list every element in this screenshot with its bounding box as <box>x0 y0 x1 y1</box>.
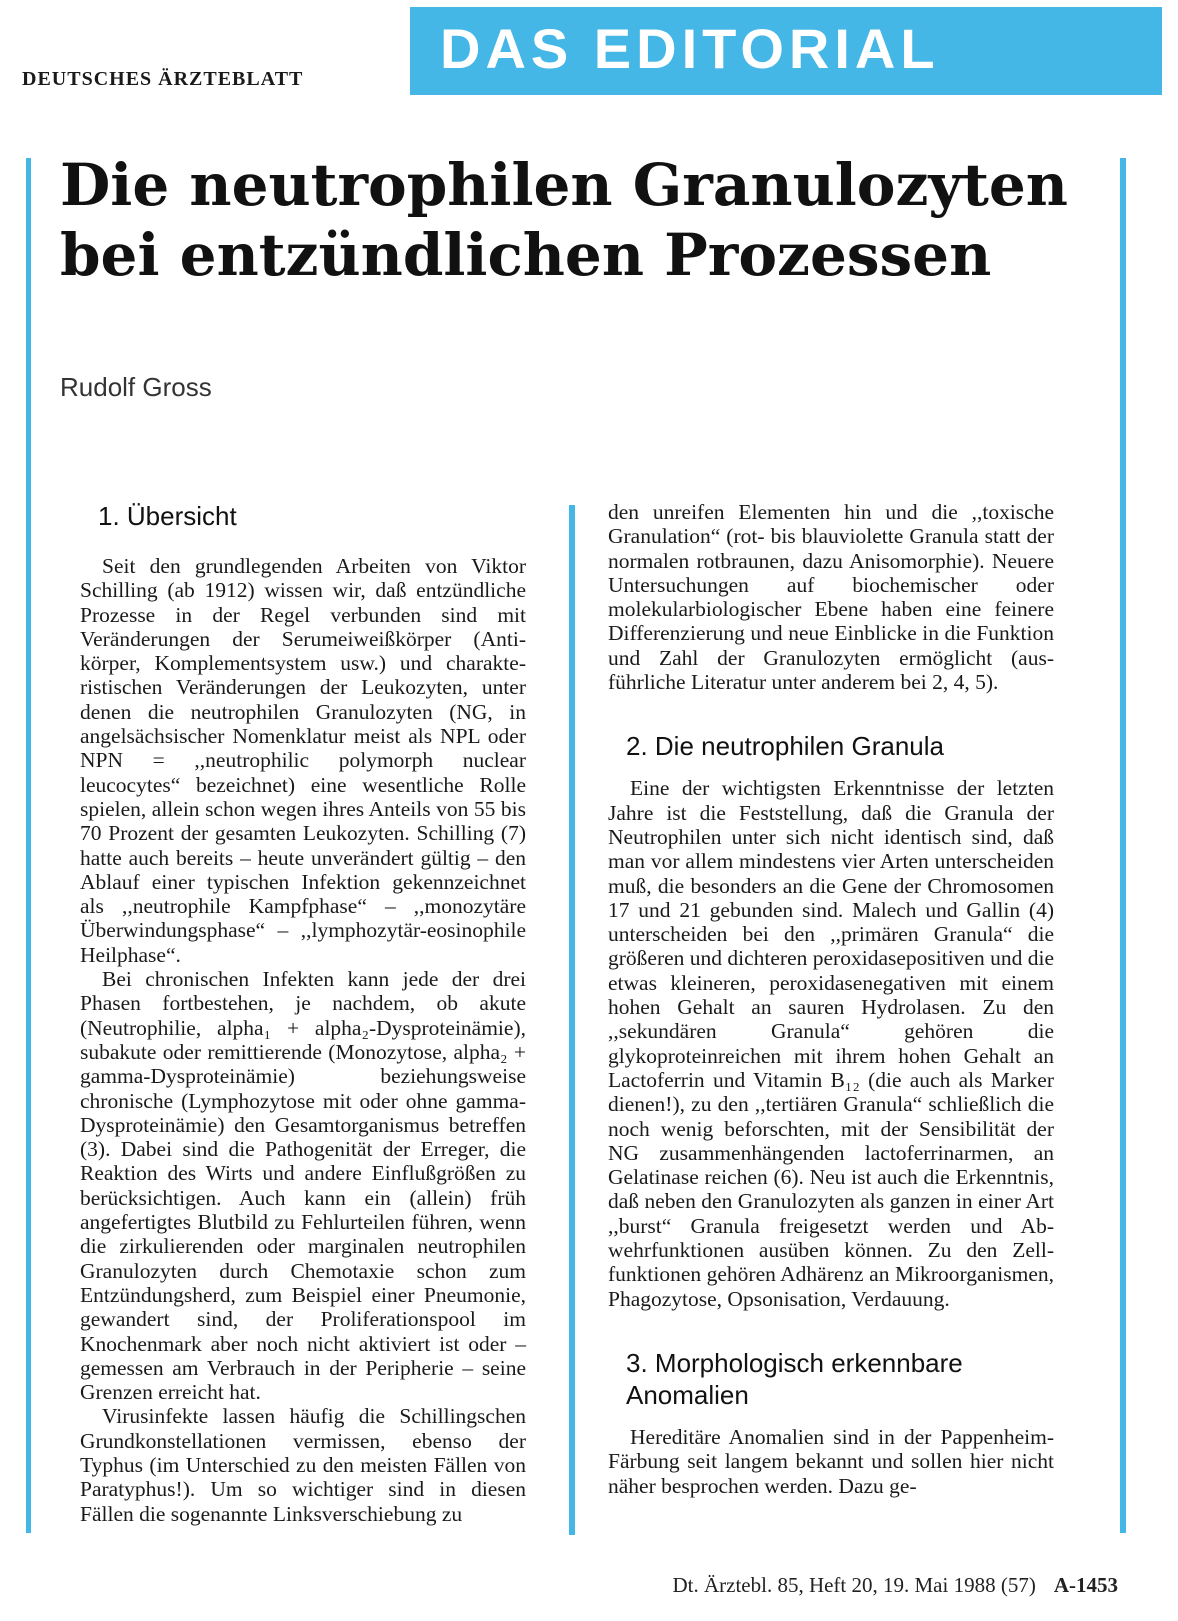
accent-bar-left <box>26 158 31 1533</box>
section-label: DAS EDITORIAL <box>440 17 940 80</box>
accent-bar-right <box>1120 158 1126 1533</box>
section-banner <box>410 7 1162 95</box>
accent-bar-middle <box>569 505 575 1535</box>
section-heading-anomalien: 3. Morphologisch erkennbare Anomalien <box>626 1347 963 1410</box>
paragraph: Seit den grundlegenden Arbeiten von Viktor Schilling (ab 1912) wissen wir, daß entzündliche Prozesse in der Regel verbunden sind mit Veränderungen der Serumeiweißkörper (Antikörper, Komplementsystem usw.) und charakteristischen Veränderungen der Leukozyten, unter denen die neutrophilen Granulozyten (NG, in angelsächsischer Nomenklatur meist als NPL oder NPN = ,,neutrophilic polymorph nuclear leucocytes“ bezeichnet) eine wesentliche Rolle spielen, allein schon wegen ihres Anteils von 55 bis 70 Prozent der gesamten Leukozyten. Schilling (7) hatte auch bereits – heute unverändert gültig – den Ablauf einer typischen Infektion gekennzeichnet als ,,neutrophile Kampfphase“ – ,,monozytäre Überwindungsphase“ – ,,lymphozytär-eosinophile Heilphase“. <box>80 554 526 967</box>
paragraph-continued: den unreifen Elementen hin und die ,,toxische Granulation“ (rot- bis blauviolette Granula statt der normalen rotbraunen, dazu Anisomorphie). Neuere Untersuchungen auf biochemischer oder molekularbiologischer Ebene haben eine feinere Differenzierung und neue Einblicke in die Funktion und Zahl der Granulozyten ermöglicht (ausführliche Literatur unter anderem bei 2, 4, 5). <box>608 500 1054 695</box>
page-number: A-1453 <box>1053 1573 1118 1597</box>
paragraph: Eine der wichtigsten Erkenntnisse der letzten Jahre ist die Feststellung, daß die Granula der Neutrophilen unter sich nicht identisch sind, daß man vor allem mindestens vier Arten unterscheiden muß, die besonders an die Gene der Chromosomen 17 und 21 gebunden sind. Malech und Gallin (4) unterscheiden bei den ,,primären Granula“ die größeren und dichteren peroxidasepositiven und die etwas kleineren, peroxidasenegativen mit einem hohen Gehalt an sauren Hydrolasen. Zu den ,,sekundären Granula“ gehören die glykoproteinreichen mit ihrem hohen Gehalt an Lactoferrin und Vitamin B₁₂ (die auch als Marker dienen!), zu den ,,tertiären Granula“ schließlich die noch wenig beforschten, mit der Sensibilität der NG zusammenhängenden lactoferrinarmen, an Gelatinase reichen (6). Neu ist auch die Erkenntnis, daß neben den Granulozyten als ganzen in einer Art ,,burst“ Granula freigesetzt werden und Abwehrfunktionen ausüben können. Zu den Zellfunktionen gehören Adhärenz an Mikroorganismen, Phagozytose, Opsonisation, Verdauung. <box>608 776 1054 1311</box>
paragraph: Bei chronischen Infekten kann jede der drei Phasen fortbestehen, je nachdem, ob akute (Neutrophilie, alpha₁ + alpha₂-Dysproteinämie), subakute oder remittierende (Monozytose, alpha₂ + gamma-Dysproteinämie) beziehungsweise chronische (Lymphozytose mit oder ohne gamma-Dysproteinämie) den Gesamtorganismus betreffen (3). Dabei sind die Pathogenität der Erreger, die Reaktion des Wirts und andere Einflußgrößen zu berücksichtigen. Auch kann ein (allein) früh angefertigtes Blutbild zu Fehlurteilen führen, wenn die zirkulierenden oder marginalen neutrophilen Granulozyten durch Chemotaxie schon zum Entzündungsherd, zum Beispiel einer Pneumonie, gewandert sind, der Proliferationspool im Knochenmark aber noch nicht aktiviert ist oder – gemessen am Verbrauch in der Peripherie – seine Grenzen erreicht hat. <box>80 967 526 1405</box>
journal-name: DEUTSCHES ÄRZTEBLATT <box>22 68 304 90</box>
footer-citation: Dt. Ärztebl. 85, Heft 20, 19. Mai 1988 (57) <box>672 1573 1036 1597</box>
article-title: Die neutrophilen Granulozyten bei entzündlichen Prozessen <box>60 151 1068 289</box>
section-heading-granula: 2. Die neutrophilen Granula <box>626 731 944 762</box>
section-heading-uebersicht: 1. Übersicht <box>98 501 237 531</box>
page-footer <box>672 1573 1118 1598</box>
column-right <box>608 500 1054 1498</box>
paragraph: Hereditäre Anomalien sind in der Pappenheim-Färbung seit langem bekannt und sollen hier nicht näher besprochen werden. Dazu ge- <box>608 1424 1054 1498</box>
column-left <box>80 500 526 1526</box>
paragraph: Virusinfekte lassen häufig die Schillingschen Grundkonstellationen vermissen, ebenso der Typhus (im Unterschied zu den meisten Fällen von Paratyphus!). Um so wichtiger sind in diesen Fällen die sogenannte Linksverschiebung zu <box>80 1404 526 1526</box>
article-author: Rudolf Gross <box>60 372 212 402</box>
